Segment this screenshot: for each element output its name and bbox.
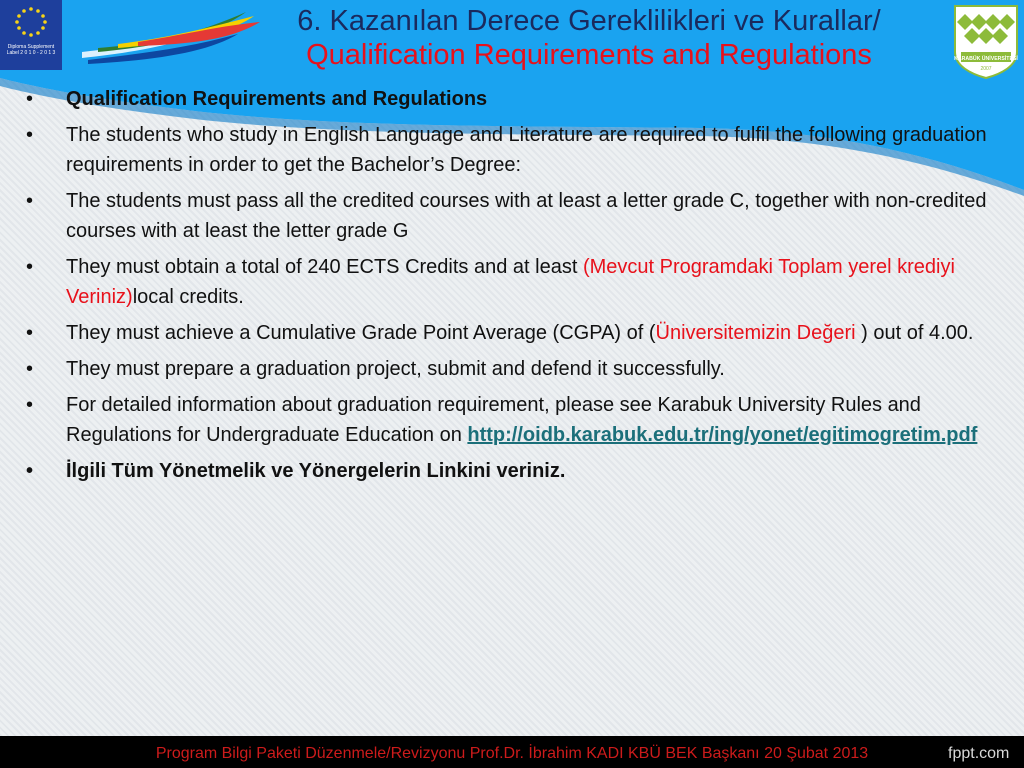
fppt-watermark: fppt.com — [948, 745, 1010, 762]
list-item — [26, 354, 1001, 384]
eu-stars-flag-icon — [6, 4, 56, 40]
list-item — [26, 120, 1001, 180]
eu-logo-caption: Diploma Supplement Label 2 0 1 0 - 2 0 1 3 — [6, 44, 56, 56]
eu-diploma-supplement-logo — [0, 0, 62, 70]
uni-logo-year: 2007 — [980, 66, 992, 72]
bullet-text-tail: ) out of 4.00. — [861, 322, 974, 344]
bullet-symbol: • — [26, 88, 34, 110]
requirements-list — [26, 84, 1001, 492]
bullet-text-tail: local credits. — [132, 286, 244, 308]
placeholder-note: Üniversitemizin Değeri — [655, 322, 862, 344]
bullet-text: They must obtain a total of 240 ECTS Credits and at least — [66, 256, 583, 278]
list-item — [26, 84, 1001, 114]
list-item — [26, 456, 1001, 486]
list-item — [26, 252, 1001, 312]
uni-logo-text: KARABÜK ÜNİVERSİTESİ — [954, 56, 1018, 62]
bullet-symbol: • — [26, 394, 34, 416]
list-item — [26, 390, 1001, 450]
bullet-symbol: • — [26, 322, 34, 344]
regulations-link[interactable]: http://oidb.karabuk.edu.tr/ing/yonet/egitimogretim.pdf — [467, 424, 978, 446]
list-item — [26, 186, 1001, 246]
bullet-symbol: • — [26, 256, 34, 278]
placeholder-note: (Mevcut Programdaki Toplam yerel krediyi Veriniz) — [66, 256, 955, 308]
title-turkish: 6. Kazanılan Derece Gereklilikleri ve Kurallar/ — [297, 5, 881, 37]
karabuk-university-shield-logo — [951, 2, 1021, 80]
bullet-heading: Qualification Requirements and Regulations — [66, 88, 488, 110]
bullet-symbol: • — [26, 460, 34, 482]
bullet-text: The students must pass all the credited courses with at least a letter grade C, together with non-credited courses with at least the letter grade G — [66, 190, 987, 242]
bullet-text: İlgili Tüm Yönetmelik ve Yönergelerin Linkini veriniz. — [66, 460, 566, 482]
bullet-symbol: • — [26, 124, 34, 146]
bullet-symbol: • — [26, 358, 34, 380]
bullet-text: They must prepare a graduation project, submit and defend it successfully. — [66, 358, 725, 380]
slide-title — [236, 4, 942, 72]
bullet-text: They must achieve a Cumulative Grade Point Average (CGPA) of ( — [66, 322, 656, 344]
bullet-text: The students who study in English Language and Literature are required to fulfil the following graduation requirements in order to get the Bachelor’s Degree: — [66, 124, 987, 176]
bullet-symbol: • — [26, 190, 34, 212]
title-english: Qualification Requirements and Regulations — [306, 39, 872, 71]
footer-text: Program Bilgi Paketi Düzenmele/Revizyonu Prof.Dr. İbrahim KADI KBÜ BEK Başkanı 20 Şubat 2013 — [155, 745, 869, 762]
bullet-text: For detailed information about graduation requirement, please see Karabuk University Rules and Regulations for Undergraduate Education on — [66, 394, 921, 446]
list-item — [26, 318, 1001, 348]
